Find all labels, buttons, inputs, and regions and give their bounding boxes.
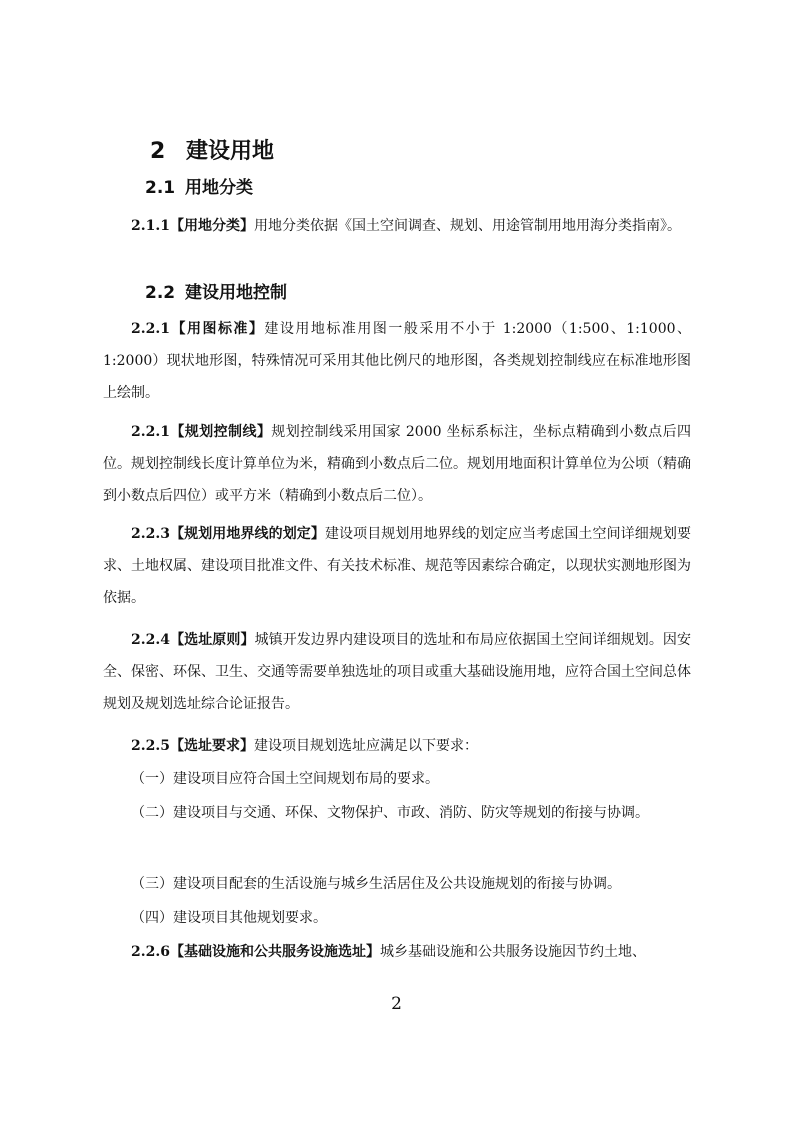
section-number: 2.2 (145, 283, 176, 303)
section-title: 建设用地控制 (185, 283, 287, 303)
paragraph-2-2-1-control-line (103, 416, 691, 512)
list-item: （一）建设项目应符合国土空间规划布局的要求。 (131, 771, 439, 787)
page-number: 2 (391, 994, 402, 1014)
clause-tag: 【选址原则】 (169, 632, 255, 648)
section-heading-2-1 (145, 174, 253, 202)
clause-number: 2.2.3 (131, 526, 170, 542)
clause-text: 用地分类依据《国土空间调查、规划、用途管制用地用海分类指南》。 (253, 218, 681, 234)
chapter-title: 建设用地 (186, 139, 275, 164)
clause-tag: 【基础设施和公共服务设施选址】 (169, 944, 380, 960)
clause-text: 规划控制线采用国家 2000 坐标系标注，坐标点精确到小数点后四位。规划控制线长度计算单位为米，精确到小数点后二位。规划用地面积计算单位为公顷（精确到小数点后四位）或平方米（精确到小数点后二位）。 (103, 424, 691, 504)
section-number: 2.1 (145, 178, 176, 198)
clause-tag: 【规划控制线】 (169, 424, 272, 440)
list-item: （四）建设项目其他规划要求。 (131, 910, 327, 926)
paragraph-2-2-3 (103, 518, 691, 614)
clause-number: 2.2.1 (131, 424, 170, 440)
clause-number: 2.2.1 (131, 321, 170, 337)
paragraph-2-2-4 (103, 624, 691, 720)
section-title: 用地分类 (185, 178, 253, 198)
clause-tag: 【用图标准】 (169, 321, 265, 337)
clause-tag: 【用地分类】 (169, 218, 254, 234)
clause-number: 2.2.5 (131, 738, 170, 754)
clause-tag: 【规划用地界线的划定】 (169, 526, 325, 542)
clause-number: 2.2.4 (131, 632, 170, 648)
paragraph-2-2-6 (103, 936, 691, 968)
clause-text: 建设项目规划选址应满足以下要求： (253, 738, 478, 754)
clause-text: 城乡基础设施和公共服务设施因节约土地、 (379, 944, 646, 960)
list-item: （二）建设项目与交通、环保、文物保护、市政、消防、防灾等规划的衔接与协调。 (131, 805, 649, 821)
chapter-number: 2 (150, 139, 166, 164)
clause-text: 城镇开发边界内建设项目的选址和布局应依据国土空间详细规划。因安全、保密、环保、卫生、交通等需要单独选址的项目或重大基础设施用地，应符合国土空间总体规划及规划选址综合论证报告。 (103, 632, 692, 712)
clause-text: 建设项目规划用地界线的划定应当考虑国土空间详细规划要求、土地权属、建设项目批准文件、有关技术标准、规范等因素综合确定，以现状实测地形图为依据。 (103, 526, 692, 606)
chapter-heading (150, 136, 274, 168)
paragraph-2-1-1 (103, 210, 691, 242)
clause-number: 2.1.1 (131, 218, 170, 234)
clause-text: 建设用地标准用图一般采用不小于 1:2000（1:500、1:1000、1:2000）现状地形图，特殊情况可采用其他比例尺的地形图，各类规划控制线应在标准地形图上绘制。 (103, 321, 691, 401)
paragraph-2-2-5 (103, 730, 691, 762)
list-item: （三）建设项目配套的生活设施与城乡生活居住及公共设施规划的衔接与协调。 (131, 876, 621, 892)
clause-tag: 【选址要求】 (169, 738, 254, 754)
clause-number: 2.2.6 (131, 944, 170, 960)
section-heading-2-2 (145, 279, 287, 307)
paragraph-2-2-1-map-standard (103, 313, 691, 409)
